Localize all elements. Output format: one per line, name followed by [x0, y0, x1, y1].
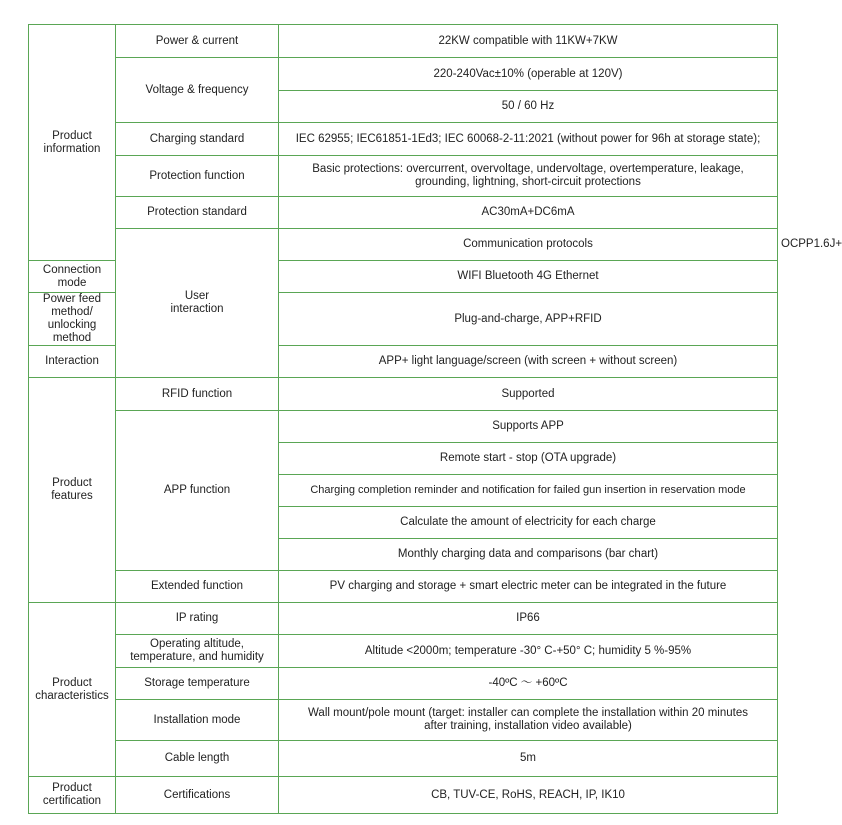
category-product-characteristics: Product characteristics: [29, 603, 116, 777]
row-value-cable-length: 5m: [279, 741, 778, 777]
row-label-communication-protocols: Communication protocols: [279, 229, 778, 261]
row-value-protection-function: Basic protections: overcurrent, overvoltage, undervoltage, overtemperature, leakage, grounding, lightning, short-circuit protections: [279, 156, 778, 197]
table-row: [29, 571, 778, 603]
row-label-protection-function: Protection function: [116, 156, 279, 197]
category-user-interaction: User interaction: [116, 229, 279, 378]
category-product-features: Product features: [29, 378, 116, 603]
row-value-app-function-1: Supports APP: [279, 411, 778, 443]
row-label-ip-rating: IP rating: [116, 603, 279, 635]
table-row: [29, 411, 778, 443]
table-row: [29, 635, 778, 668]
row-value-extended-function: PV charging and storage + smart electric meter can be integrated in the future: [279, 571, 778, 603]
row-label-connection-mode: Connection mode: [29, 261, 116, 293]
row-value-voltage: 220-240Vac±10% (operable at 120V): [279, 58, 778, 91]
row-value-ip-rating: IP66: [279, 603, 778, 635]
row-value-storage-temperature: -40ºC ～ +60ºC: [279, 668, 778, 700]
row-value-app-function-3: Charging completion reminder and notification for failed gun insertion in reservation mode: [279, 475, 778, 507]
table-row: User interaction Communication protocols OCPP1.6J+: [29, 229, 778, 261]
row-label-power-current: Power & current: [116, 25, 279, 58]
row-label-protection-standard: Protection standard: [116, 197, 279, 229]
row-value-operating-conditions: Altitude <2000m; temperature -30° C-+50° C; humidity 5 %-95%: [279, 635, 778, 668]
row-label-installation-mode: Installation mode: [116, 700, 279, 741]
row-label-operating-conditions: Operating altitude, temperature, and humidity: [116, 635, 279, 668]
table-row: [29, 197, 778, 229]
row-value-app-function-4: Calculate the amount of electricity for each charge: [279, 507, 778, 539]
row-value-interaction: APP+ light language/screen (with screen + without screen): [279, 346, 778, 378]
row-value-app-function-2: Remote start - stop (OTA upgrade): [279, 443, 778, 475]
row-value-power-current: 22KW compatible with 11KW+7KW: [279, 25, 778, 58]
row-label-certifications: Certifications: [116, 777, 279, 814]
table-row: [29, 668, 778, 700]
row-value-protection-standard: AC30mA+DC6mA: [279, 197, 778, 229]
spec-table: [28, 24, 842, 814]
row-label-app-function: APP function: [116, 411, 279, 571]
row-label-charging-standard: Charging standard: [116, 123, 279, 156]
row-value-app-function-5: Monthly charging data and comparisons (bar chart): [279, 539, 778, 571]
table-row: [29, 777, 778, 814]
row-value-frequency: 50 / 60 Hz: [279, 91, 778, 123]
row-label-storage-temperature: Storage temperature: [116, 668, 279, 700]
table-row: [29, 378, 778, 411]
table-row: [29, 741, 778, 777]
row-label-extended-function: Extended function: [116, 571, 279, 603]
row-value-certifications: CB, TUV-CE, RoHS, REACH, IP, IK10: [279, 777, 778, 814]
row-label-voltage-frequency: Voltage & frequency: [116, 58, 279, 123]
table-row: [29, 58, 778, 91]
row-label-cable-length: Cable length: [116, 741, 279, 777]
category-product-certification: Product certification: [29, 777, 116, 814]
row-value-connection-mode: WIFI Bluetooth 4G Ethernet: [279, 261, 778, 293]
table-row: [29, 700, 778, 741]
category-product-information: Product information: [29, 25, 116, 261]
row-value-installation-mode: Wall mount/pole mount (target: installer can complete the installation within 20 minutes after training, installation video available): [279, 700, 778, 741]
row-value-power-feed: Plug-and-charge, APP+RFID: [279, 293, 778, 346]
row-value-rfid-function: Supported: [279, 378, 778, 411]
row-value-charging-standard: IEC 62955; IEC61851-1Ed3; IEC 60068-2-11:2021 (without power for 96h at storage state);: [279, 123, 778, 156]
row-label-power-feed: Power feed method/ unlocking method: [29, 293, 116, 346]
table-row: [29, 123, 778, 156]
row-label-interaction: Interaction: [29, 346, 116, 378]
table-row: [29, 156, 778, 197]
table-row: [29, 25, 778, 58]
row-label-rfid-function: RFID function: [116, 378, 279, 411]
table-row: [29, 603, 778, 635]
